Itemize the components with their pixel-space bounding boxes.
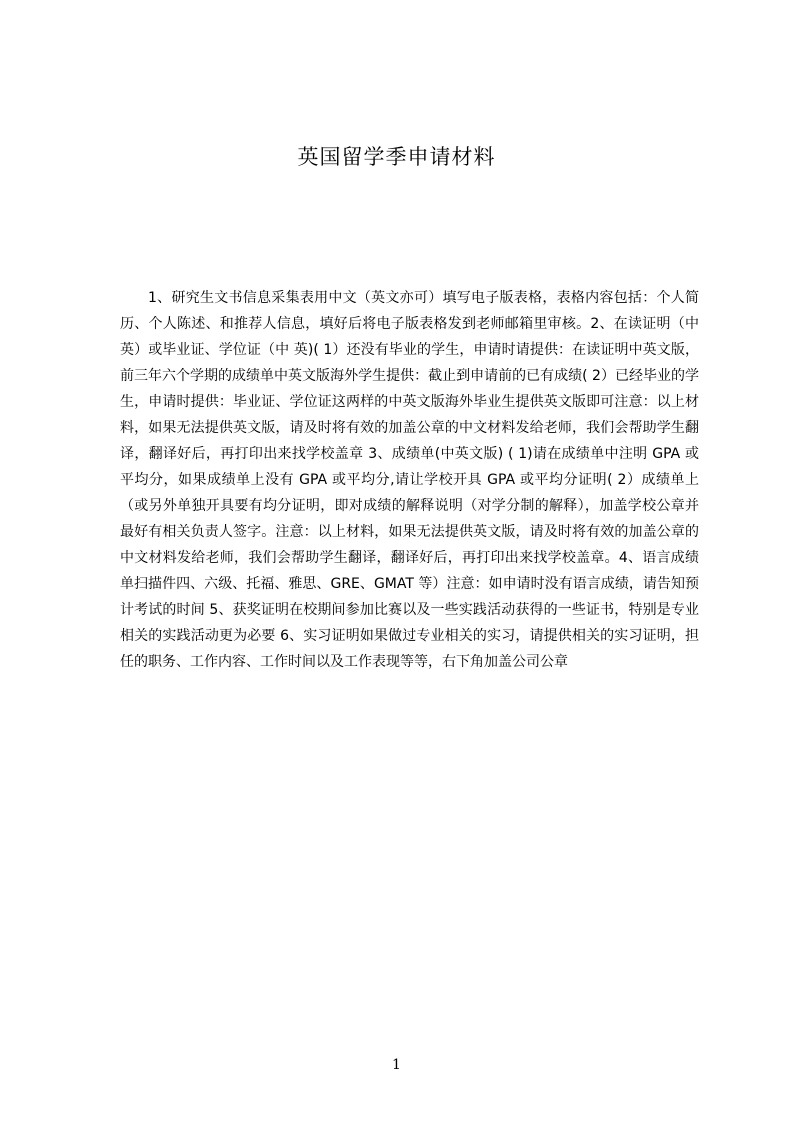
document-title: 英国留学季申请材料 [297, 145, 496, 169]
page-number: 1 [392, 1057, 401, 1073]
document-body-paragraph: 1、研究生文书信息采集表用中文（英文亦可）填写电子版表格，表格内容包括：个人简历、个人陈述、和推荐人信息，填好后将电子版表格发到老师邮箱里审核。2、在读证明（中 英）或毕业证、学位证（中 英)( 1）还没有毕业的学生，申请时请提供：在读证明中英文版，前三年六个学期的成绩单中英文版海外学生提供：截止到申请前的已有成绩( 2）已经毕业的学生，申请时提供：毕业证、学位证这两样的中英文版海外毕业生提供英文版即可注意：以上材料，如果无法提供英文版，请及时将有效的加盖公章的中文材料发给老师，我们会帮助学生翻译，翻译好后，再打印出来找学校盖章 3、成绩单(中英文版) ( 1)请在成绩单中注明 GPA 或平均分，如果成绩单上没有 GPA 或平均分,请让学校开具 GPA 或平均分证明( 2）成绩单上（或另外单独开具要有均分证明，即对成绩的解释说明（对学分制的解释），加盖学校公章并最好有相关负责人签字。注意：以上材料，如果无法提供英文版，请及时将有效的加盖公章的中文材料发给老师，我们会帮助学生翻译，翻译好后，再打印出来找学校盖章。4、语言成绩单扫描件四、六级、托福、雅思、GRE、GMAT 等）注意：如申请时没有语言成绩，请告知预计考试的时间 5、获奖证明在校期间参加比赛以及一些实践活动获得的一些证书，特别是专业相关的实践活动更为必要 6、实习证明如果做过专业相关的实习，请提供相关的实习证明，担任的职务、工作内容、工作时间以及工作表现等等，右下角加盖公司公章 [120, 290, 699, 670]
